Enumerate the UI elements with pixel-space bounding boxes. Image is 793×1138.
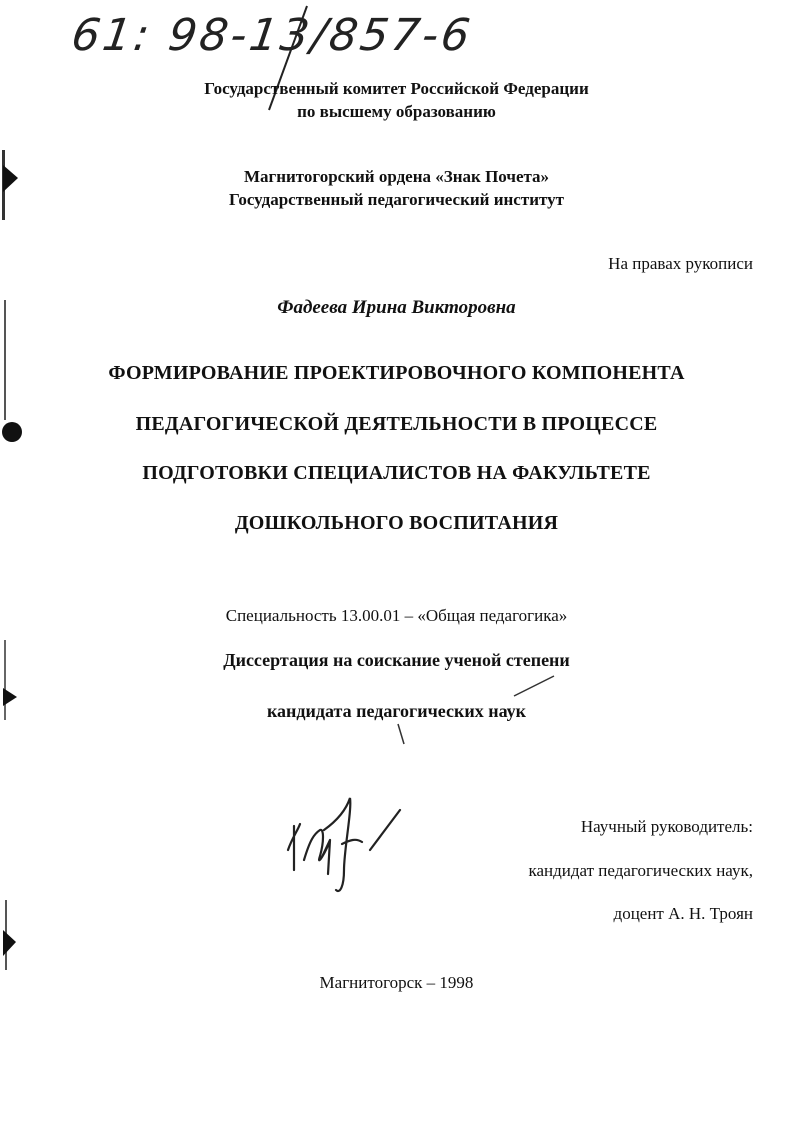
advisor-label: Научный руководитель: xyxy=(580,817,753,836)
pen-mark xyxy=(510,672,560,702)
advisor-degree: кандидат педагогических наук, xyxy=(528,861,753,880)
title-line-4: ДОШКОЛЬНОГО ВОСПИТАНИЯ xyxy=(234,512,559,534)
pen-mark xyxy=(392,722,412,748)
title-line-3: ПОДГОТОВКИ СПЕЦИАЛИСТОВ НА ФАКУЛЬТЕТЕ xyxy=(142,462,651,484)
degree-line-2: кандидата педагогических наук xyxy=(266,701,527,721)
institute-line-1: Магнитогорский ордена «Знак Почета» xyxy=(243,167,550,186)
signature xyxy=(280,790,420,900)
title-line-2: ПЕДАГОГИЧЕСКОЙ ДЕЯТЕЛЬНОСТИ В ПРОЦЕССЕ xyxy=(135,413,658,435)
manuscript-rights: На правах рукописи xyxy=(608,254,753,273)
title-line-1: ФОРМИРОВАНИЕ ПРОЕКТИРОВОЧНОГО КОМПОНЕНТА xyxy=(108,362,685,384)
author-name: Фадеева Ирина Викторовна xyxy=(277,297,516,318)
committee-line-2: по высшему образованию xyxy=(297,102,496,121)
specialty: Специальность 13.00.01 – «Общая педагогика» xyxy=(225,606,568,625)
degree-line-1: Диссертация на соискание ученой степени xyxy=(223,650,570,670)
committee-line-1: Государственный комитет Российской Федерации xyxy=(204,79,589,98)
city-year: Магнитогорск – 1998 xyxy=(319,973,474,992)
institute-line-2: Государственный педагогический институт xyxy=(229,190,564,209)
registry-number: 61: 98-13/857-6 xyxy=(68,10,476,61)
advisor-name: доцент А. Н. Троян xyxy=(613,904,753,923)
